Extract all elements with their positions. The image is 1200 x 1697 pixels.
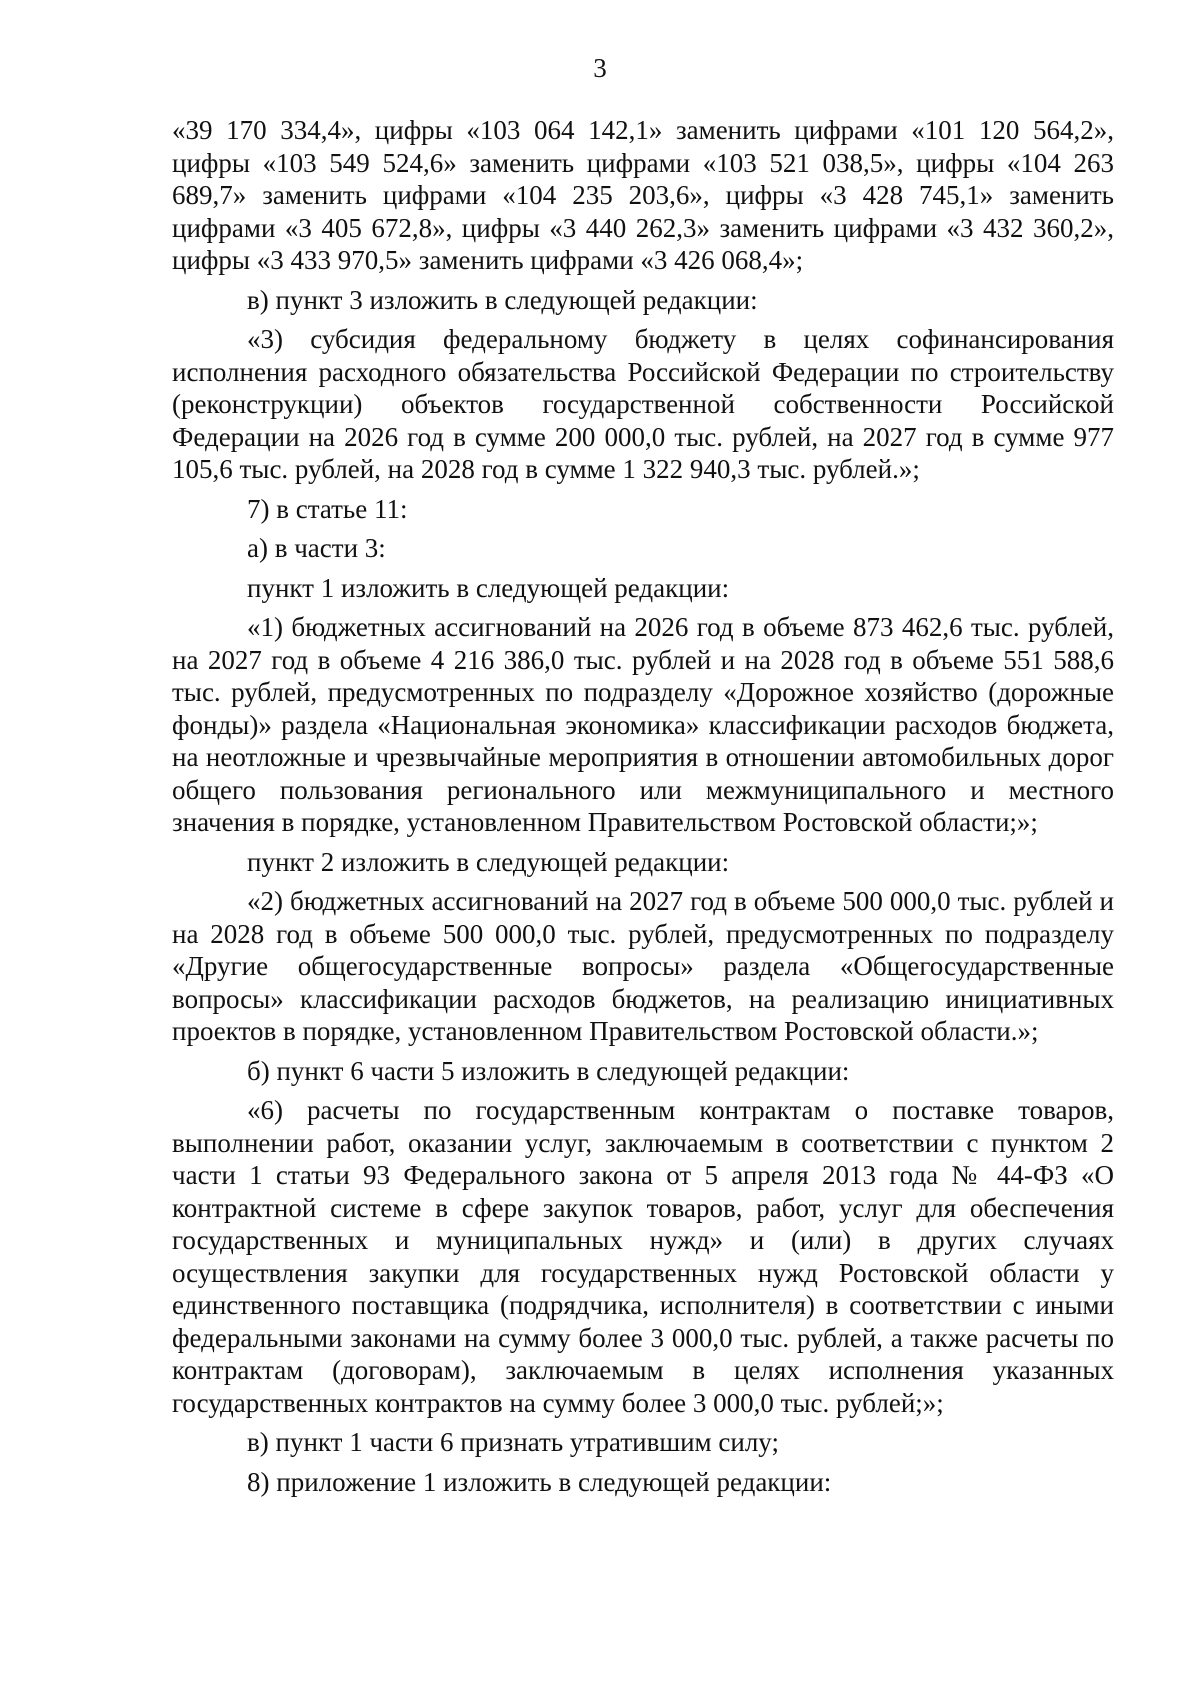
paragraph-item-v-repeal: в) пункт 1 части 6 признать утратившим силу;: [247, 1427, 779, 1457]
paragraph-item-b: б) пункт 6 части 5 изложить в следующей редакции:: [247, 1055, 850, 1086]
paragraph-point-1-text: «1) бюджетных ассигнований на 2026 год в объеме 873 462,6 тыс. рублей, на 2027 год в объеме 4 216 386,0 тыс. рублей и на 2028 год в объеме 551 588,6 тыс. рублей, предусмотренных по подразделу «Дорожное хозяйство (дорожные фонды)» раздела «Национальная экономика» классификации расходов бюджета, на неотложные и чрезвычайные мероприятия в отношении автомобильных дорог общего пользования регионального или межмуниципального и местного значения в порядке, установленном Правительством Ростовской области;»;: [172, 612, 1114, 837]
paragraph-point-1-heading: пункт 1 изложить в следующей редакции:: [247, 572, 730, 603]
page-number: 3: [593, 53, 607, 83]
paragraph-item-a: а) в части 3:: [247, 533, 386, 563]
paragraph-item-7: 7) в статье 11:: [247, 493, 408, 524]
paragraph-point-2-text: «2) бюджетных ассигнований на 2027 год в объеме 500 000,0 тыс. рублей и на 2028 год в объеме 500 000,0 тыс. рублей, предусмотренных по подразделу «Другие общегосударственные вопросы» раздела «Общегосударственные вопросы» классификации расходов бюджетов, на реализацию инициативных проектов в порядке, установленном Правительством Ростовской области.»;: [172, 886, 1114, 1046]
paragraph-item-v-point-3: в) пункт 3 изложить в следующей редакции:: [247, 284, 758, 315]
paragraph-item-8: 8) приложение 1 изложить в следующей редакции:: [247, 1466, 832, 1497]
paragraph-continuation: «39 170 334,4», цифры «103 064 142,1» заменить цифрами «101 120 564,2», цифры «103 549 524,6» заменить цифрами «103 521 038,5», цифры «104 263 689,7» заменить цифрами «104 235 203,6», цифры «3 428 745,1» заменить цифрами «3 405 672,8», цифры «3 440 262,3» заменить цифрами «3 432 360,2», цифры «3 433 970,5» заменить цифрами «3 426 068,4»;: [172, 115, 1114, 275]
paragraph-point-6-text: «6) расчеты по государственным контрактам о поставке товаров, выполнении работ, оказании услуг, заключаемым в соответствии с пунктом 2 части 1 статьи 93 Федерального закона от 5 апреля 2013 года № 44-ФЗ «О контрактной системе в сфере закупок товаров, работ, услуг для обеспечения государственных и муниципальных нужд» и (или) в других случаях осуществления закупки для государственных нужд Ростовской области у единственного поставщика (подрядчика, исполнителя) в соответствии с иными федеральными законами на сумму более 3 000,0 тыс. рублей, а также расчеты по контрактам (договорам), заключаемым в целях исполнения указанных государственных контрактов на сумму более 3 000,0 тыс. рублей;»;: [172, 1095, 1114, 1418]
paragraph-point-2-heading: пункт 2 изложить в следующей редакции:: [247, 846, 730, 877]
paragraph-point-3-text: «3) субсидия федеральному бюджету в целях софинансирования исполнения расходного обязательства Российской Федерации по строительству (реконструкции) объектов государственной собственности Российской Федерации на 2026 год в сумме 200 000,0 тыс. рублей, на 2027 год в сумме 977 105,6 тыс. рублей, на 2028 год в сумме 1 322 940,3 тыс. рублей.»;: [172, 324, 1114, 484]
document-body: [172, 114, 1114, 1498]
